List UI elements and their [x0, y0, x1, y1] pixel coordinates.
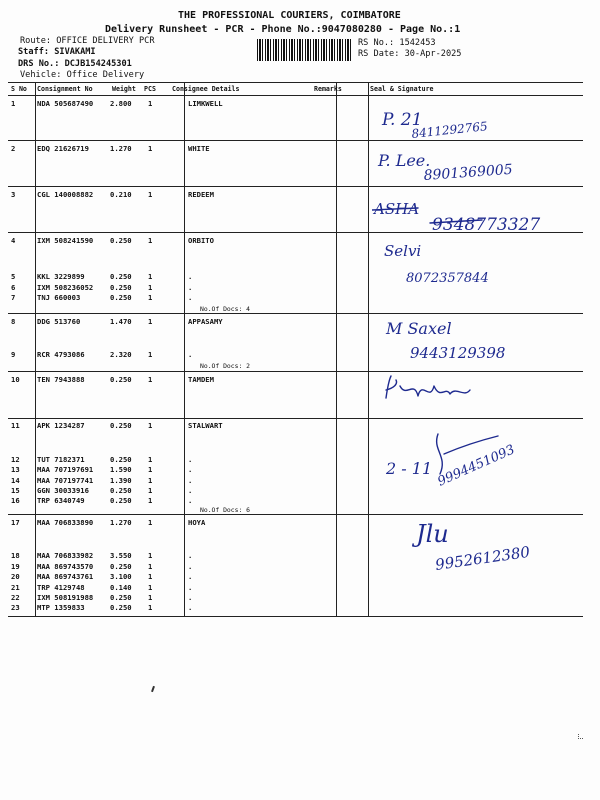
cell-weight: 2.800: [110, 99, 132, 108]
cell-weight: 1.470: [110, 317, 132, 326]
cell-consignee: REDEEM: [188, 190, 214, 199]
cell-pcs: 1: [148, 375, 153, 384]
col-divider: [336, 82, 337, 617]
cell-consignee: .: [188, 603, 193, 612]
col-divider: [368, 82, 369, 617]
cell-consignee: .: [188, 583, 193, 592]
cell-weight: 3.100: [110, 572, 132, 581]
svg-text:8411292765: 8411292765: [410, 119, 489, 141]
docs-count: No.Of Docs: 2: [200, 362, 251, 370]
cell-consignee: APPASAMY: [188, 317, 223, 326]
cell-weight: 1.270: [110, 144, 132, 153]
cell-consignee: .: [188, 272, 193, 281]
cell-consignment-no: MAA 706833890: [37, 518, 94, 527]
cell-weight: 0.210: [110, 190, 132, 199]
rs-number: RS No.: 1542453: [358, 38, 436, 48]
cell-pcs: 1: [148, 572, 153, 581]
cell-sno: 2: [11, 144, 16, 153]
col-header-remarks: Remarks: [314, 85, 342, 93]
col-header-consignment: Consignment No: [37, 85, 93, 93]
cell-pcs: 1: [148, 350, 153, 359]
cell-consignee: .: [188, 562, 193, 571]
docs-count: No.Of Docs: 6: [200, 506, 251, 514]
cell-pcs: 1: [148, 317, 153, 326]
svg-text:ASHA: ASHA: [374, 200, 420, 218]
cell-consignee: .: [188, 572, 193, 581]
col-header-weight: Weight: [112, 85, 136, 93]
col-divider: [184, 82, 185, 617]
runsheet-subtitle: Delivery Runsheet - PCR - Phone No.:9047080280 - Page No.:1: [105, 24, 461, 35]
cell-sno: 8: [11, 317, 16, 326]
cell-consignment-no: IXM 508236052: [37, 283, 94, 292]
cell-pcs: 1: [148, 593, 153, 602]
cell-consignment-no: GGN 30033916: [37, 486, 89, 495]
cell-pcs: 1: [148, 421, 153, 430]
cell-consignment-no: EDQ 21626719: [37, 144, 89, 153]
cell-pcs: 1: [148, 465, 153, 474]
svg-text:P. 21: P. 21: [382, 110, 423, 130]
cell-weight: 0.250: [110, 375, 132, 384]
cell-consignee: STALWART: [188, 421, 223, 430]
cell-consignment-no: IXM 508191988: [37, 593, 94, 602]
cell-pcs: 1: [148, 476, 153, 485]
cell-sno: 17: [11, 518, 20, 527]
cell-pcs: 1: [148, 272, 153, 281]
cell-weight: 0.250: [110, 562, 132, 571]
cell-weight: 0.250: [110, 421, 132, 430]
col-header-seal-signature: Seal & Signature: [370, 85, 434, 93]
cell-sno: 13: [11, 465, 20, 474]
cell-pcs: 1: [148, 562, 153, 571]
cell-consignment-no: RCR 4793086: [37, 350, 85, 359]
cell-consignment-no: TRP 4129748: [37, 583, 85, 592]
cell-pcs: 1: [148, 551, 153, 560]
cell-sno: 7: [11, 293, 16, 302]
group-separator: [8, 186, 583, 187]
cell-sno: 5: [11, 272, 16, 281]
cell-consignment-no: MAA 707197741: [37, 476, 94, 485]
route-label: Route: OFFICE DELIVERY PCR: [20, 36, 155, 46]
cell-consignee: TAMDEM: [188, 375, 214, 384]
cell-consignment-no: TUT 7182371: [37, 455, 85, 464]
cell-consignment-no: IXM 508241590: [37, 236, 94, 245]
cell-consignment-no: TNJ 660003: [37, 293, 81, 302]
cell-pcs: 1: [148, 455, 153, 464]
cell-consignee: .: [188, 551, 193, 560]
cell-pcs: 1: [148, 236, 153, 245]
cell-sno: 14: [11, 476, 20, 485]
cell-consignment-no: MAA 707197691: [37, 465, 94, 474]
vehicle-label: Vehicle: Office Delivery: [20, 70, 145, 80]
cell-pcs: 1: [148, 496, 153, 505]
cell-consignee: .: [188, 293, 193, 302]
cell-sno: 9: [11, 350, 16, 359]
cell-consignment-no: MTP 1359833: [37, 603, 85, 612]
cell-sno: 22: [11, 593, 20, 602]
stray-mark: [151, 686, 155, 692]
svg-text:9348773327: 9348773327: [432, 215, 541, 232]
cell-consignee: .: [188, 476, 193, 485]
cell-consignment-no: TRP 6340749: [37, 496, 85, 505]
drs-number: DRS No.: DCJB154245301: [18, 59, 132, 69]
col-divider: [35, 82, 36, 617]
cell-sno: 10: [11, 375, 20, 384]
cell-consignee: .: [188, 465, 193, 474]
rs-date: RS Date: 30-Apr-2025: [358, 49, 462, 59]
signature-row-1: [372, 100, 552, 142]
cell-consignment-no: APK 1234287: [37, 421, 85, 430]
svg-text:P. Lee.: P. Lee.: [378, 151, 431, 170]
cell-pcs: 1: [148, 583, 153, 592]
cell-pcs: 1: [148, 99, 153, 108]
cell-weight: 1.270: [110, 518, 132, 527]
cell-pcs: 1: [148, 283, 153, 292]
cell-pcs: 1: [148, 518, 153, 527]
svg-text:8072357844: 8072357844: [406, 271, 489, 286]
cell-sno: 20: [11, 572, 20, 581]
cell-consignee: WHITE: [188, 144, 210, 153]
cell-pcs: 1: [148, 144, 153, 153]
cell-consignee: .: [188, 496, 193, 505]
cell-consignee: .: [188, 283, 193, 292]
cell-weight: 0.140: [110, 583, 132, 592]
table-bottom-rule: [8, 616, 583, 617]
cell-weight: 1.590: [110, 465, 132, 474]
svg-text:9443129398: 9443129398: [410, 344, 506, 362]
cell-weight: 0.250: [110, 593, 132, 602]
cell-consignment-no: NDA 505687490: [37, 99, 94, 108]
cell-sno: 23: [11, 603, 20, 612]
cell-weight: 0.250: [110, 272, 132, 281]
group-separator: [8, 514, 583, 515]
signature-row-2: [372, 144, 552, 186]
cell-consignee: LIMKWELL: [188, 99, 223, 108]
barcode: [257, 39, 353, 61]
cell-weight: 0.250: [110, 293, 132, 302]
signature-row-17: [410, 516, 590, 576]
col-header-sno: S No: [11, 85, 27, 93]
svg-text:M Saxel: M Saxel: [386, 319, 452, 338]
cell-sno: 15: [11, 486, 20, 495]
cell-sno: 16: [11, 496, 20, 505]
cell-consignment-no: DDG 513760: [37, 317, 81, 326]
cell-consignee: HOYA: [188, 518, 206, 527]
staff-label: Staff: SIVAKAMI: [18, 47, 96, 57]
cell-weight: 0.250: [110, 603, 132, 612]
cell-consignee: .: [188, 455, 193, 464]
col-header-pcs: PCS: [144, 85, 156, 93]
svg-text:Selvi: Selvi: [384, 242, 422, 260]
stray-mark: [578, 734, 583, 739]
cell-weight: 0.250: [110, 496, 132, 505]
header-bottom-rule: [8, 95, 583, 96]
docs-count: No.Of Docs: 4: [200, 305, 251, 313]
cell-pcs: 1: [148, 190, 153, 199]
cell-sno: 19: [11, 562, 20, 571]
svg-text:9994451093: 9994451093: [435, 442, 518, 490]
svg-text:8901369005: 8901369005: [423, 161, 514, 184]
cell-consignment-no: MAA 706833982: [37, 551, 94, 560]
cell-pcs: 1: [148, 293, 153, 302]
table-top-rule: [8, 82, 583, 83]
svg-text:2 - 11: 2 - 11: [386, 459, 433, 478]
cell-consignee: .: [188, 350, 193, 359]
cell-sno: 6: [11, 283, 16, 292]
cell-consignee: .: [188, 593, 193, 602]
signature-row-4: [372, 236, 552, 288]
signature-row-10: [378, 372, 498, 408]
col-header-consignee: Consignee Details: [172, 85, 240, 93]
cell-pcs: 1: [148, 486, 153, 495]
signature-row-8: [380, 314, 560, 364]
group-separator: [8, 232, 583, 233]
cell-consignment-no: KKL 3229899: [37, 272, 85, 281]
svg-text:Jlu: Jlu: [416, 520, 449, 548]
cell-consignment-no: MAA 869743761: [37, 572, 94, 581]
cell-consignee: .: [188, 486, 193, 495]
cell-consignment-no: CGL 140008882: [37, 190, 94, 199]
cell-weight: 0.250: [110, 236, 132, 245]
cell-consignment-no: MAA 869743570: [37, 562, 94, 571]
svg-text:9952612380: 9952612380: [434, 542, 532, 574]
cell-weight: 2.320: [110, 350, 132, 359]
signature-row-11: [378, 414, 588, 494]
cell-pcs: 1: [148, 603, 153, 612]
cell-sno: 4: [11, 236, 16, 245]
cell-sno: 21: [11, 583, 20, 592]
cell-weight: 0.250: [110, 283, 132, 292]
cell-sno: 11: [11, 421, 20, 430]
cell-weight: 0.250: [110, 455, 132, 464]
cell-consignment-no: TEN 7943888: [37, 375, 85, 384]
cell-weight: 3.550: [110, 551, 132, 560]
cell-weight: 0.250: [110, 486, 132, 495]
cell-sno: 3: [11, 190, 16, 199]
cell-sno: 18: [11, 551, 20, 560]
cell-sno: 1: [11, 99, 16, 108]
cell-weight: 1.390: [110, 476, 132, 485]
company-title: THE PROFESSIONAL COURIERS, COIMBATORE: [178, 10, 401, 21]
cell-consignee: ORBITO: [188, 236, 214, 245]
cell-sno: 12: [11, 455, 20, 464]
signature-row-3: [372, 190, 582, 232]
